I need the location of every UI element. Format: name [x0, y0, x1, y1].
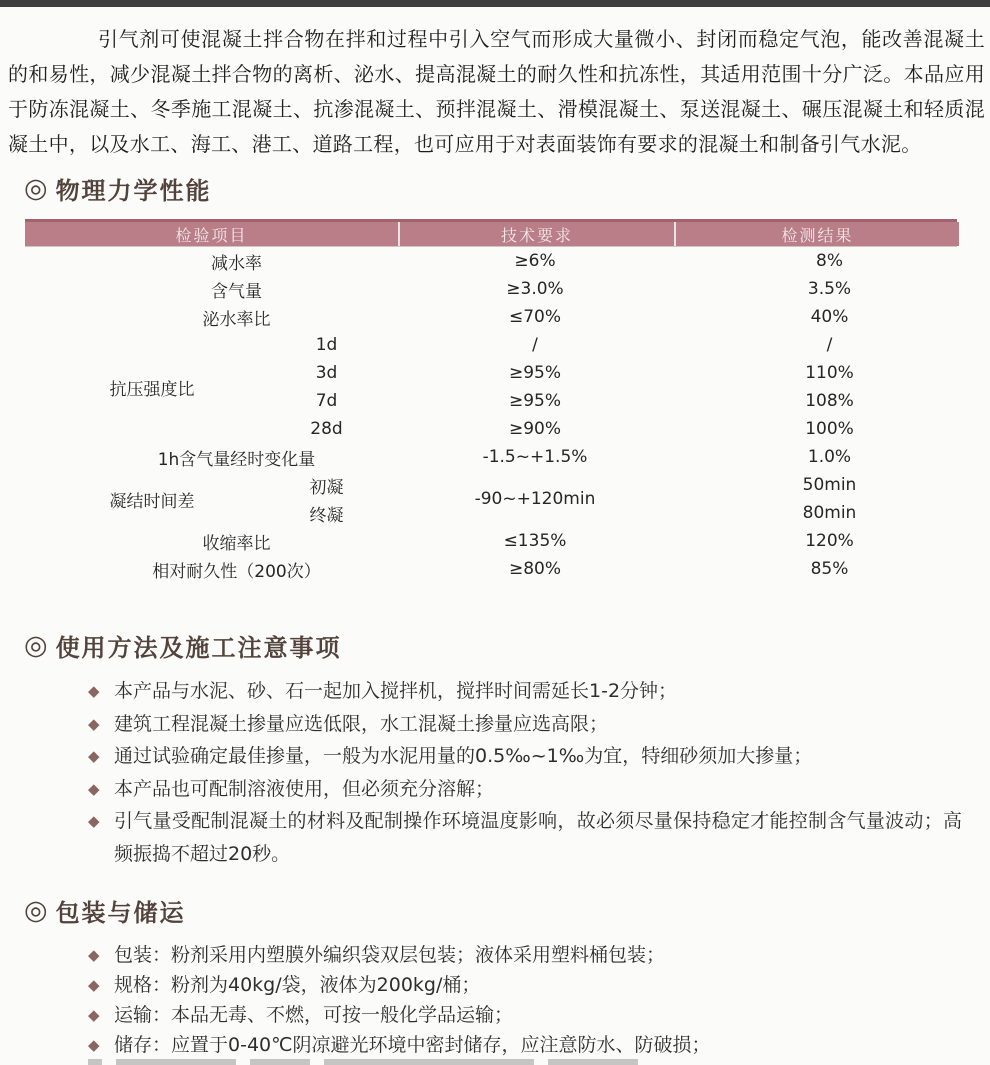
result-value: 40%: [810, 307, 849, 327]
row-sub-label: 28d: [310, 419, 343, 439]
row-group-label: 凝结时间差: [109, 491, 195, 512]
properties-table: [25, 219, 957, 583]
bullet-item: [88, 970, 962, 1000]
requirement-value: ≤70%: [508, 307, 562, 327]
bullet-text: 包装：粉剂采用内塑膜外编织袋双层包装；液体采用塑料桶包装；: [114, 944, 666, 966]
bullet-item: [88, 708, 962, 741]
requirement-value: ≥90%: [508, 419, 562, 439]
row-label: 相对耐久性（200次）: [152, 561, 321, 582]
usage-bullet-list: [88, 675, 962, 870]
result-value: 3.5%: [807, 279, 852, 299]
intro-paragraph: 引气剂可使混凝土拌合物在拌和过程中引入空气而形成大量微小、封闭而稳定气泡，能改善混凝土的和易性，减少混凝土拌合物的离析、泌水、提高混凝土的耐久性和抗冻性，其适用范围十分广泛。本品应用于防冻混凝土、冬季施工混凝土、抗渗混凝土、预拌混凝土、滑模混凝土、泵送混凝土、碾压混凝土和轻质混凝土中，以及水工、海工、港工、道路工程，也可应用于对表面装饰有要求的混凝土和制备引气水泥。: [8, 27, 985, 156]
table-body: [25, 247, 957, 583]
requirement-value: -1.5~+1.5%: [482, 447, 588, 467]
row-sub-label: 1d: [315, 335, 338, 355]
clipped-bottom-line: [88, 1059, 908, 1065]
result-value: 8%: [816, 251, 843, 271]
row-label: 减水率: [211, 253, 262, 274]
requirement-value: ≥6%: [514, 251, 556, 271]
bullet-text: 规格：粉剂为40kg/袋，液体为200kg/桶；: [114, 974, 481, 996]
table-header-result: 检测结果: [676, 222, 959, 246]
section-title-physical: 物理力学性能: [55, 176, 212, 205]
requirement-value: ≥3.0%: [506, 279, 564, 299]
diamond-bullet-icon: ◆: [88, 812, 100, 830]
result-value: /: [826, 335, 833, 355]
bullet-item: [88, 1030, 962, 1060]
bullet-text: 本产品与水泥、砂、石一起加入搅拌机，搅拌时间需延长1-2分钟；: [114, 680, 678, 702]
table-header-row: [25, 219, 957, 247]
bullet-item: [88, 940, 962, 970]
double-circle-icon: ◎: [24, 894, 48, 926]
diamond-bullet-icon: ◆: [88, 1006, 100, 1024]
result-value: 100%: [805, 419, 854, 439]
section-heading-packaging: [24, 894, 990, 926]
result-value: 120%: [805, 531, 854, 551]
result-value: 85%: [810, 559, 849, 579]
section-heading-physical: [24, 172, 990, 204]
bullet-text: 建筑工程混凝土掺量应选低限，水工混凝土掺量应选高限；: [114, 712, 609, 735]
bullet-item: [88, 740, 962, 773]
section-title-packaging: 包装与储运: [55, 898, 186, 927]
result-value: 108%: [805, 391, 854, 411]
bullet-text: 引气量受配制混凝土的材料及配制操作环境温度影响，故必须尽量保持稳定才能控制含气量波动；高频振捣不超过20秒。: [114, 810, 962, 865]
table-header-item: 检验项目: [25, 222, 398, 246]
section-title-usage: 使用方法及施工注意事项: [55, 633, 342, 662]
table-header-requirement: 技术要求: [400, 222, 674, 246]
diamond-bullet-icon: ◆: [88, 747, 100, 765]
row-group-label: 抗压强度比: [109, 379, 195, 400]
page-top-strip: [0, 0, 990, 7]
bullet-text: 本产品也可配制溶液使用，但必须充分溶解；: [114, 777, 495, 800]
bullet-item: [88, 1000, 962, 1030]
requirement-value: ≤135%: [503, 531, 567, 551]
row-label: 收缩率比: [202, 533, 271, 554]
diamond-bullet-icon: ◆: [88, 976, 100, 994]
section-heading-usage: [24, 629, 990, 661]
bullet-item: [88, 805, 962, 870]
bullet-text: 储存：应置于0-40℃阴凉避光环境中密封储存，应注意防水、防破损；: [114, 1034, 711, 1056]
requirement-value: -90~+120min: [474, 489, 596, 509]
packaging-bullet-list: [88, 940, 962, 1060]
result-value: 1.0%: [807, 447, 852, 467]
diamond-bullet-icon: ◆: [88, 1036, 100, 1054]
result-value: 110%: [805, 363, 854, 383]
requirement-value: /: [532, 335, 538, 355]
diamond-bullet-icon: ◆: [88, 714, 100, 733]
bullet-item: [88, 773, 962, 806]
bullet-item: [88, 675, 962, 708]
diamond-bullet-icon: ◆: [88, 682, 100, 700]
row-sub-label: 终凝: [309, 505, 344, 526]
row-label: 含气量: [211, 281, 262, 302]
result-value: 50min: [802, 475, 857, 495]
double-circle-icon: ◎: [24, 629, 48, 661]
row-sub-label: 3d: [315, 363, 338, 383]
row-sub-label: 初凝: [309, 477, 344, 498]
bullet-text: 通过试验确定最佳掺量，一般为水泥用量的0.5‰~1‰为宜，特细砂须加大掺量；: [114, 745, 813, 767]
double-circle-icon: ◎: [24, 172, 48, 204]
requirement-value: ≥95%: [508, 363, 562, 383]
diamond-bullet-icon: ◆: [88, 946, 100, 964]
result-value: 80min: [802, 503, 857, 523]
row-label: 1h含气量经时变化量: [157, 449, 316, 470]
requirement-value: ≥80%: [508, 559, 562, 579]
diamond-bullet-icon: ◆: [88, 779, 100, 798]
requirement-value: ≥95%: [508, 391, 562, 411]
row-sub-label: 7d: [315, 391, 338, 411]
row-label: 泌水率比: [202, 309, 271, 330]
bullet-text: 运输：本品无毒、不燃，可按一般化学品运输；: [114, 1004, 514, 1026]
